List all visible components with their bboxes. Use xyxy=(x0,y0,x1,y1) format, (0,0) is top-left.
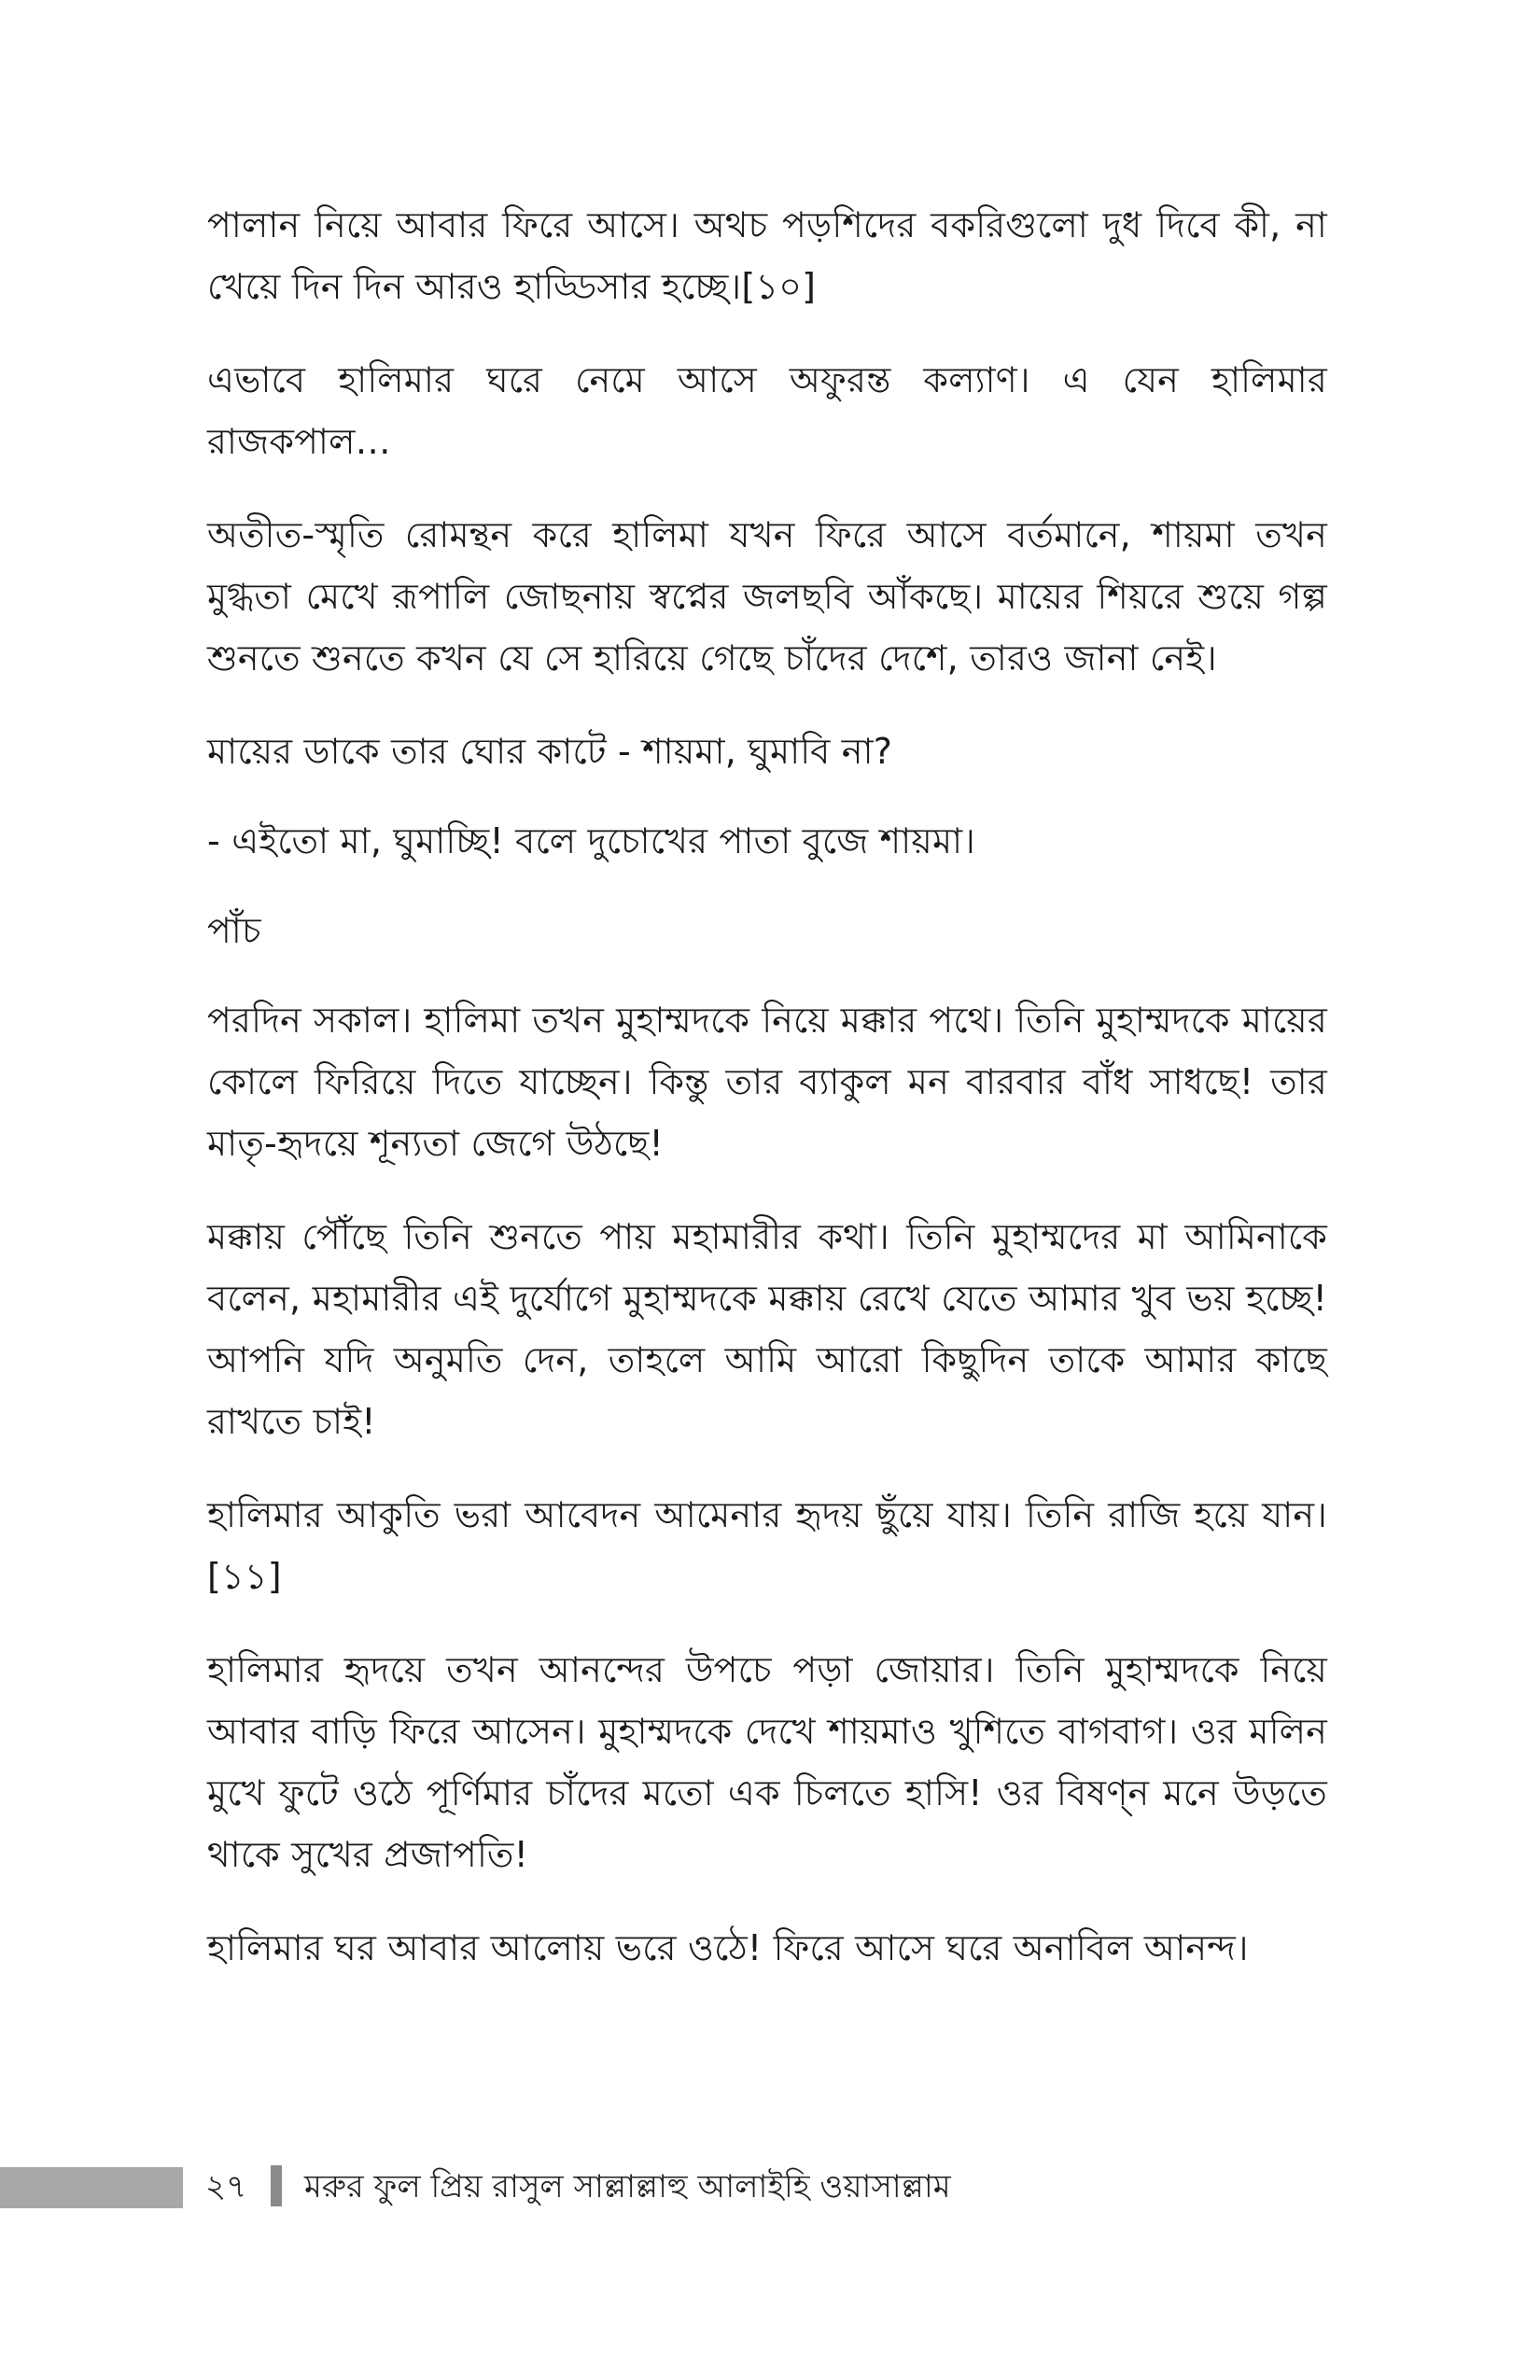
paragraph-9: হালিমার হৃদয়ে তখন আনন্দের উপচে পড়া জোয়ার। তিনি মুহাম্মদকে নিয়ে আবার বাড়ি ফিরে আসেন। মুহাম্মদকে দেখে শায়মাও খুশিতে বাগবাগ। ওর মলিন মুখে ফুটে ওঠে পূর্ণিমার চাঁদের মতো এক চিলতে হাসি! ওর বিষণ্ন মনে উড়তে থাকে সুখের প্রজাপতি! xyxy=(207,1649,1327,1875)
section-heading: পাঁচ xyxy=(207,910,261,951)
footer-bar xyxy=(0,2167,183,2208)
body-text xyxy=(207,194,1327,2010)
footer-separator xyxy=(271,2165,282,2206)
paragraph-7: মক্কায় পৌঁছে তিনি শুনতে পায় মহামারীর কথা। তিনি মুহাম্মদের মা আমিনাকে বলেন, মহামারীর এই দুর্যোগে মুহাম্মদকে মক্কায় রেখে যেতে আমার খুব ভয় হচ্ছে! আপনি যদি অনুমতি দেন, তাহলে আমি আরো কিছুদিন তাকে আমার কাছে রাখতে চাই! xyxy=(207,1216,1327,1442)
paragraph-5: - এইতো মা, ঘুমাচ্ছি! বলে দুচোখের পাতা বুজে শায়মা। xyxy=(207,820,976,861)
paragraph-8: হালিমার আকুতি ভরা আবেদন আমেনার হৃদয় ছুঁয়ে যায়। তিনি রাজি হয়ে যান।[১১] xyxy=(207,1494,1327,1597)
paragraph-2: এভাবে হালিমার ঘরে নেমে আসে অফুরন্ত কল্যাণ। এ যেন হালিমার রাজকপাল… xyxy=(207,359,1327,462)
paragraph-10: হালিমার ঘর আবার আলোয় ভরে ওঠে! ফিরে আসে ঘরে অনাবিল আনন্দ। xyxy=(207,1927,1249,1968)
paragraph-3: অতীত-স্মৃতি রোমন্থন করে হালিমা যখন ফিরে আসে বর্তমানে, শায়মা তখন মুগ্ধতা মেখে রূপালি জোছনায় স্বপ্নের জলছবি আঁকছে। মায়ের শিয়রে শুয়ে গল্প শুনতে শুনতে কখন যে সে হারিয়ে গেছে চাঁদের দেশে, তারও জানা নেই। xyxy=(207,514,1327,679)
paragraph-1: পালান নিয়ে আবার ফিরে আসে। অথচ পড়শিদের বকরিগুলো দুধ দিবে কী, না খেয়ে দিন দিন আরও হাড্ডিসার হচ্ছে।[১০] xyxy=(207,204,1327,307)
paragraph-4: মায়ের ডাকে তার ঘোর কাটে - শায়মা, ঘুমাবি না? xyxy=(207,731,893,772)
paragraph-6: পরদিন সকাল। হালিমা তখন মুহাম্মদকে নিয়ে মক্কার পথে। তিনি মুহাম্মদকে মায়ের কোলে ফিরিয়ে দিতে যাচ্ছেন। কিন্তু তার ব্যাকুল মন বারবার বাঁধ সাধছে! তার মাতৃ-হৃদয়ে শূন্যতা জেগে উঠছে! xyxy=(207,1000,1327,1164)
running-footer-title: মরুর ফুল প্রিয় রাসুল সাল্লাল্লাহু আলাইহি ওয়াসাল্লাম xyxy=(304,2168,951,2205)
page-number: ২৭ xyxy=(205,2168,247,2205)
